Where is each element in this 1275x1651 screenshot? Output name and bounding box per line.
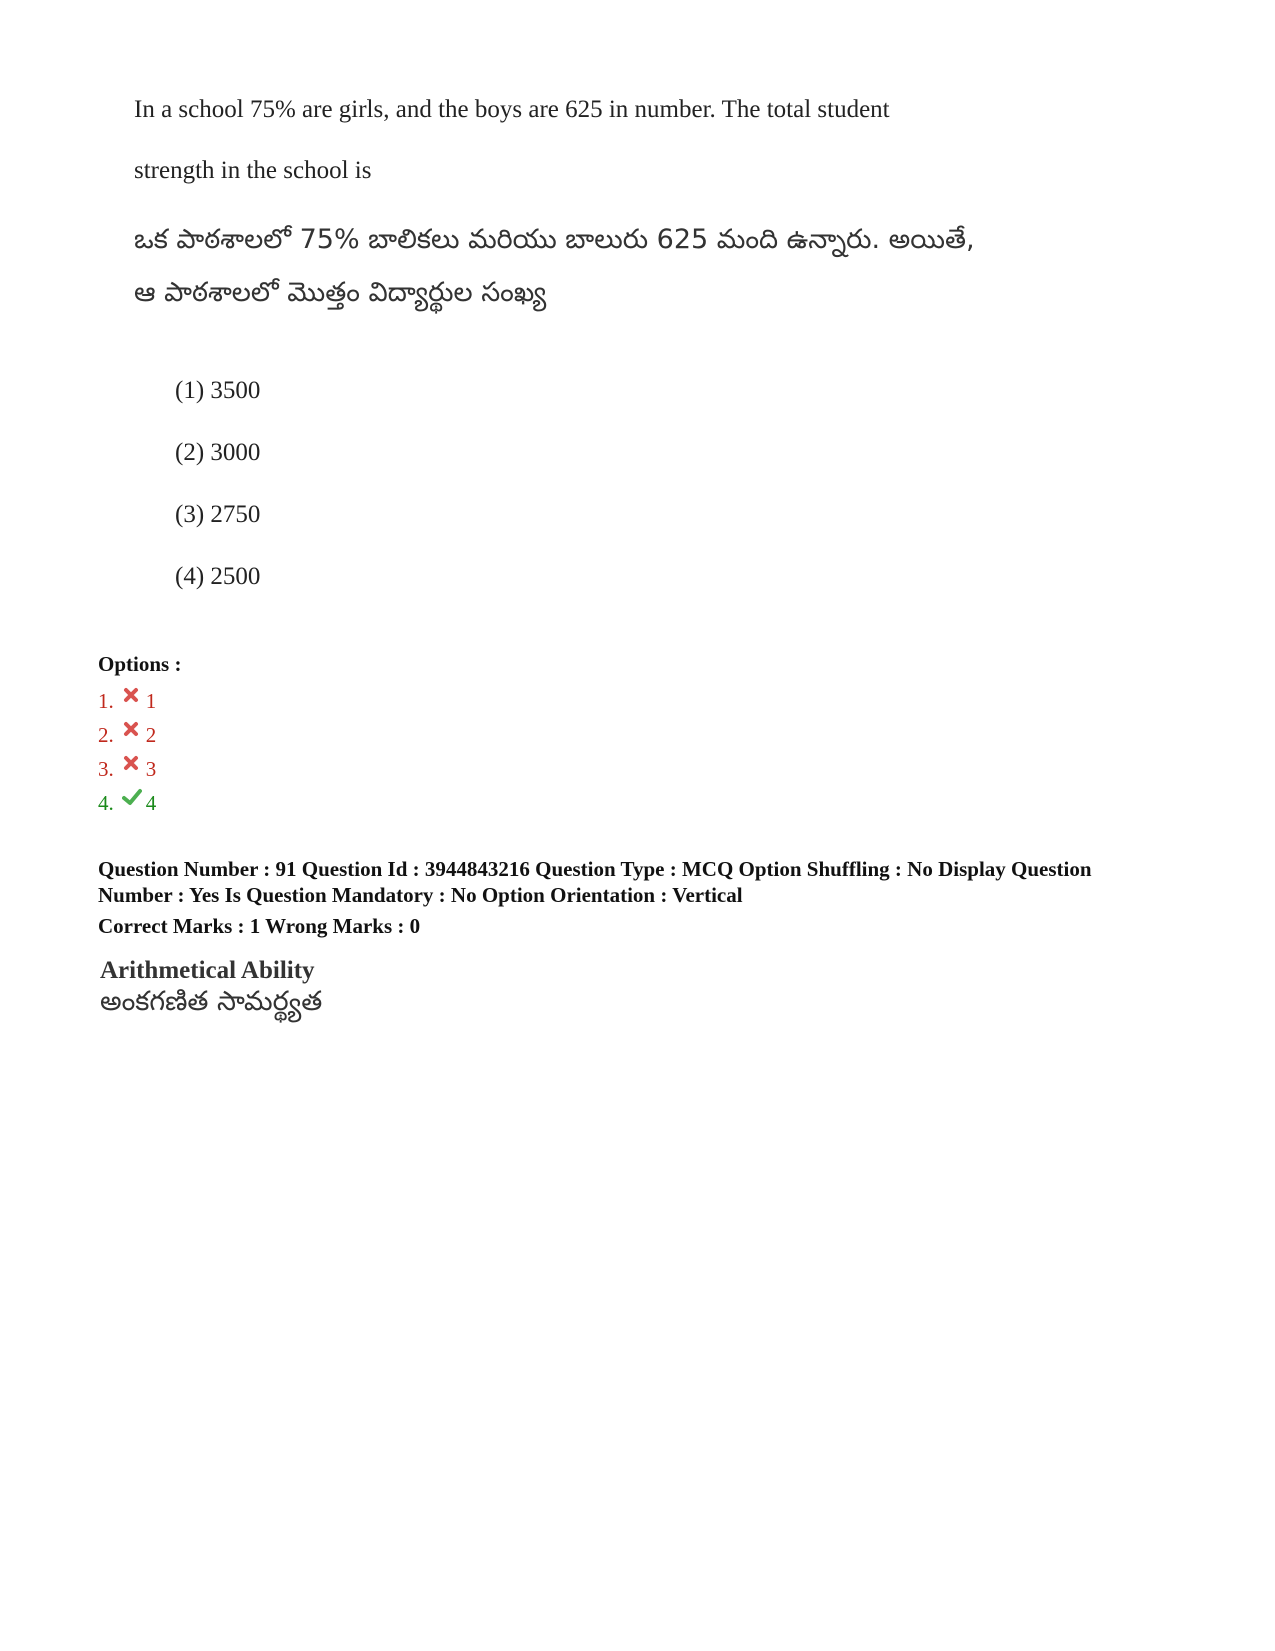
check-icon <box>122 787 140 805</box>
question-text-telugu-line2: ఆ పాఠశాలలో మొత్తం విద్యార్థుల సంఖ్య <box>134 277 547 308</box>
choice-2: (2) 3000 <box>175 439 261 466</box>
cross-icon <box>122 685 140 703</box>
option-value: 3 <box>145 757 157 781</box>
marks-info: Correct Marks : 1 Wrong Marks : 0 <box>98 914 421 938</box>
option-item <box>98 787 156 816</box>
option-item <box>98 753 156 782</box>
option-number: 1. <box>98 689 114 713</box>
question-text-english-line1: In a school 75% are girls, and the boys are 625 in number. The total student <box>134 96 890 123</box>
option-value: 2 <box>145 723 157 747</box>
question-meta-line2: Number : Yes Is Question Mandatory : No Option Orientation : Vertical <box>98 883 743 907</box>
choice-1: (1) 3500 <box>175 377 261 404</box>
option-number: 2. <box>98 723 114 747</box>
section-title-english: Arithmetical Ability <box>100 957 315 984</box>
section-title-telugu: అంకగణిత సామర్థ్యత <box>100 986 323 1017</box>
option-number: 3. <box>98 757 114 781</box>
choice-4: (4) 2500 <box>175 563 261 590</box>
option-item <box>98 719 156 748</box>
option-item <box>98 685 156 714</box>
cross-icon <box>122 719 140 737</box>
option-number: 4. <box>98 791 114 815</box>
option-value: 1 <box>145 689 157 713</box>
options-title: Options : <box>98 652 182 676</box>
question-text-english-line2: strength in the school is <box>134 157 372 184</box>
question-text-telugu-line1: ఒక పాఠశాలలో 75% బాలికలు మరియు బాలురు 625 మంది ఉన్నారు. అయితే, <box>134 224 975 255</box>
option-value: 4 <box>145 791 157 815</box>
question-meta-line1: Question Number : 91 Question Id : 3944843216 Question Type : MCQ Option Shuffling : No Display Question <box>98 857 1092 881</box>
choice-3: (3) 2750 <box>175 501 261 528</box>
cross-icon <box>122 753 140 771</box>
